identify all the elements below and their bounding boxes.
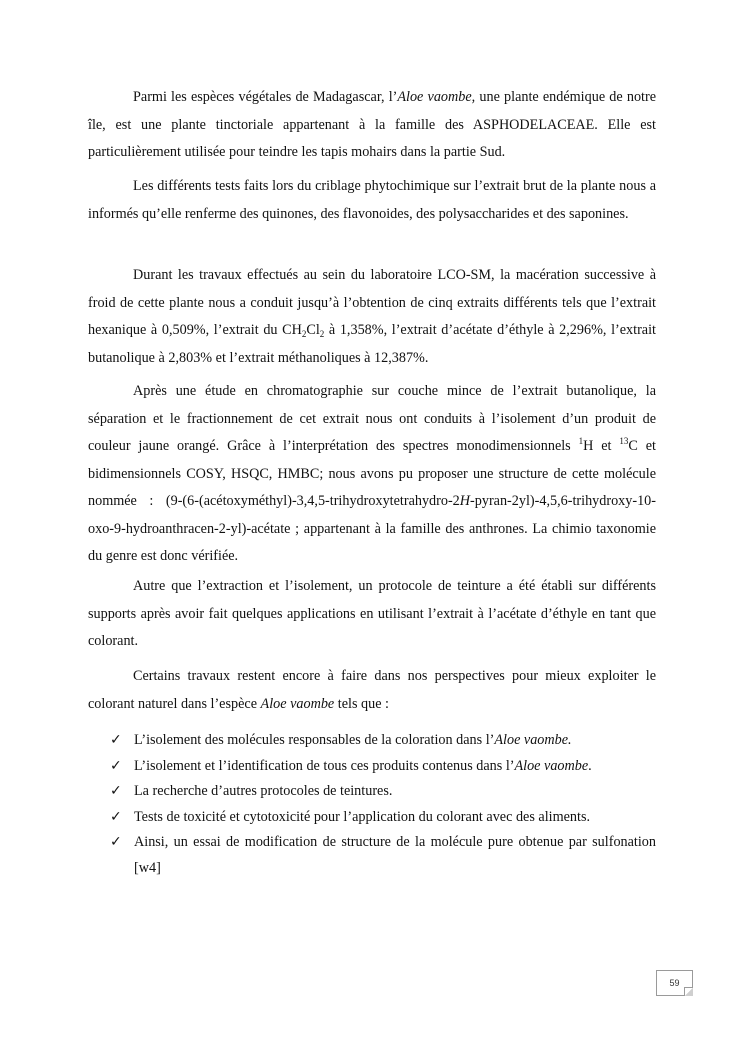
list-item [110,728,656,754]
text-run: Aloe vaombe [260,695,335,712]
text-run: 1 [578,436,584,446]
text-run: -pyran-2yl)-4,5,6-trihydroxy-10-oxo-9-hydroanthracen-2-yl)-acétate ; appartenant à la famille des anthrones. La chimio taxonomie du genre est donc vérifiée. [88,493,656,564]
text-run: . [588,757,592,774]
list-item [110,779,656,805]
text-run: Certains travaux restent encore à faire dans nos perspectives pour mieux exploiter le colorant naturel dans l’espèce [88,668,656,712]
text-run: Tests de toxicité et cytotoxicité pour l’application du colorant avec des aliments. [134,808,591,825]
page-number-text: 59 [669,978,680,988]
checkmark-icon: ✓ [110,834,122,850]
page-number [656,970,693,996]
text-run: Cl [306,322,320,338]
checkmark-icon: ✓ [110,808,122,825]
text-run: Les différents tests faits lors du criblage phytochimique sur l’extrait brut de la plante nous a informés qu’elle renferme des quinones, des flavonoides, des polysaccharides et des saponines. [88,178,656,222]
page-fold-icon [684,987,693,996]
paragraph-extraction-yields [88,262,656,372]
list-item [110,805,656,831]
text-run: Autre que l’extraction et l’isolement, un protocole de teinture a été établi sur différents supports après avoir fait quelques applications en utilisant l’extrait à l’acétate d’éthyle en tant que colorant. [88,578,656,649]
text-run: tels que : [334,695,389,712]
text-run: Ainsi, un essai de modification de structure de la molécule pure obtenue par sulfonation [w4] [134,834,656,876]
text-run: C et bidimensionnels COSY, HSQC, HMBC; nous avons pu proposer une structure de cette molécule nommée : (9-(6-(acétoxyméthyl)-3,4,5-trihydroxytetrahydro-2 [88,438,656,509]
text-run: une plante endémique de notre île, est une plante tinctoriale appartenant à la famille des ASPHODELACEAE. Elle est particulièrement utilisée pour teindre les tapis mohairs dans la partie Sud. [88,89,656,160]
text-run: La recherche d’autres protocoles de teintures. [134,783,393,799]
list-item [110,830,656,881]
text-run: H et [583,438,620,454]
paragraph-perspectives [88,663,656,718]
checkmark-icon: ✓ [110,732,122,748]
text-run: à 1,358%, l’extrait d’acétate d’éthyle à 2,296%, l’extrait butanolique à 2,803% et l’extrait méthanoliques à 12,387%. [88,322,656,366]
text-run: Aloe vaombe [514,757,589,774]
text-run: 13 [619,436,629,446]
checkmark-icon: ✓ [110,757,122,774]
text-run: Aloe vaombe. [494,732,572,748]
paragraph-isolation-structure [88,378,656,571]
text-run: L’isolement et l’identification de tous ces produits contenus dans l’ [134,757,515,774]
text-run: Durant les travaux effectués au sein du laboratoire LCO-SM, la macération successive à froid de cette plante nous a conduit jusqu’à l’obtention de cinq extraits différents tels que l’extrait hexanique à 0,509%, l’extrait du CH [88,267,656,338]
list-item [110,754,656,780]
perspectives-list [110,728,656,881]
paragraph-intro [88,84,656,167]
text-run: Aloe vaombe, [397,89,476,105]
text-run: H [459,493,471,509]
checkmark-icon: ✓ [110,783,122,799]
text-run: Après une étude en chromatographie sur couche mince de l’extrait butanolique, la séparation et le fractionnement de cet extrait nous ont conduits à l’isolement d’un produit de couleur jaune orangé. Grâce à l’interprétation des spectres monodimensionnels [88,383,656,454]
paragraph-phytochemical-screening [88,173,656,228]
text-run: L’isolement des molécules responsables de la coloration dans l’ [134,732,495,748]
paragraph-dyeing-protocol [88,573,656,656]
text-run: 2 [319,329,325,339]
text-run: 2 [301,329,307,339]
text-run: Parmi les espèces végétales de Madagascar, l’ [133,89,398,105]
